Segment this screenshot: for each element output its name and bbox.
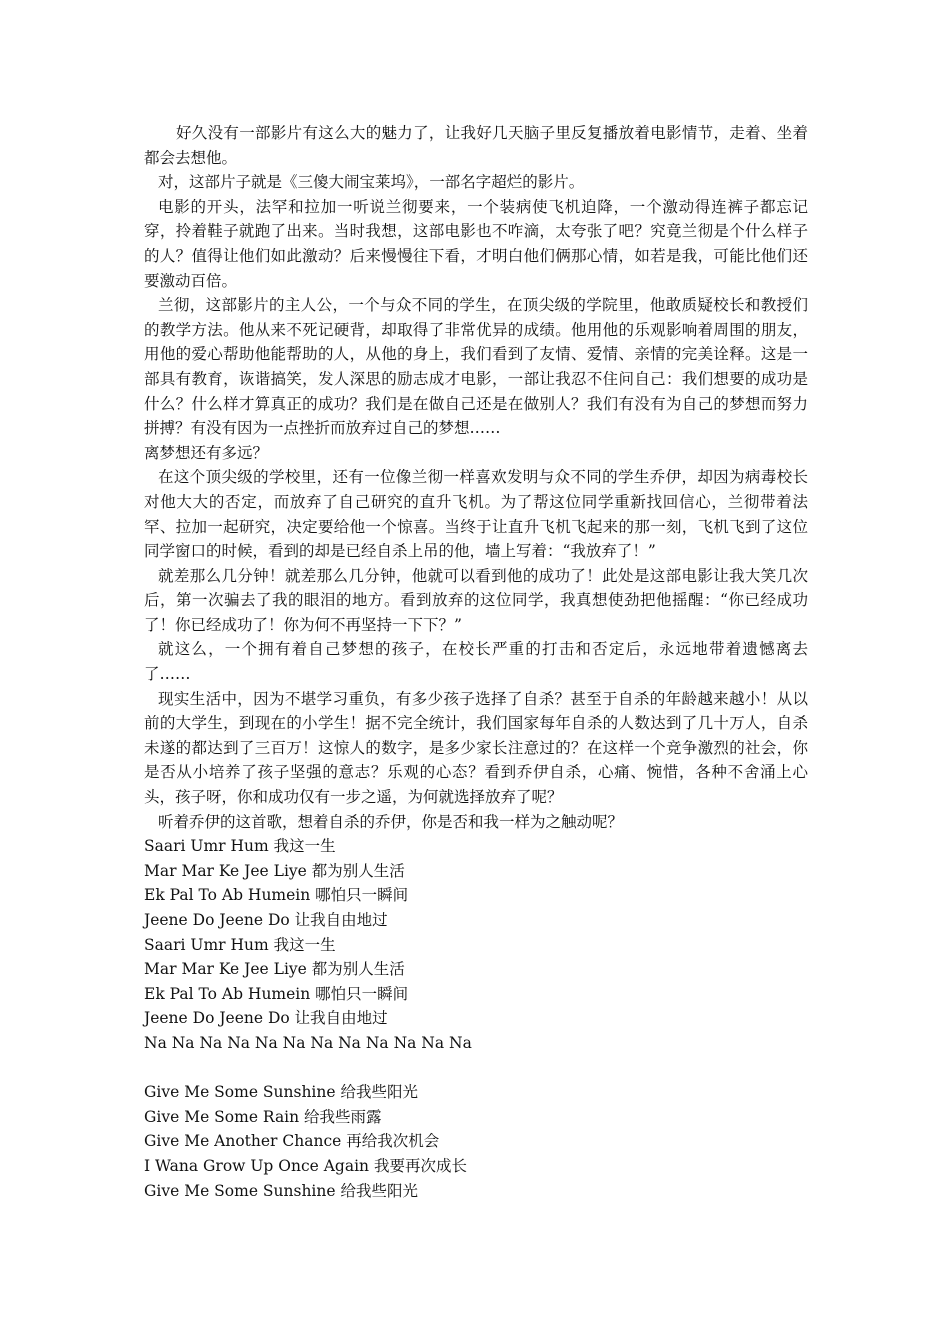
lyric-line: Mar Mar Ke Jee Liye 都为别人生活 [144, 960, 405, 979]
lyric-line: Give Me Some Sunshine 给我些阳光 [144, 1181, 418, 1200]
paragraph-joy: 在这个顶尖级的学校里，还有一位像兰彻一样喜欢发明与众不同的学生乔伊，却因为病毒校长对他大大的否定，而放弃了自己研究的直升飞机。为了帮这位同学重新找回信心，兰彻带着法罕、拉加一起研究，决定要给他一个惊喜。当终于让直升飞机飞起来的那一刻，飞机飞到了这位同学窗口的时候，看到的却是已经自杀上吊的他，墙上写着：“我放弃了！” [144, 468, 808, 561]
lyrics-block-2 [144, 1080, 808, 1203]
lyrics-block-1 [144, 834, 808, 1055]
paragraph-opening: 电影的开头，法罕和拉加一听说兰彻要来，一个装病使飞机迫降，一个激动得连裤子都忘记穿，拎着鞋子就跑了出来。当时我想，这部电影也不咋滴，太夸张了吧？究竟兰彻是个什么样子的人？值得让他们如此激动？后来慢慢往下看，才明白他们俩那心情，如若是我，可能比他们还要激动百倍。 [144, 197, 808, 290]
paragraph-song-intro: 听着乔伊的这首歌，想着自杀的乔伊，你是否和我一样为之触动呢？ [158, 812, 624, 831]
lyric-line: Mar Mar Ke Jee Liye 都为别人生活 [144, 861, 405, 880]
lyric-line: Give Me Another Chance 再给我次机会 [144, 1132, 440, 1151]
paragraph-reality: 现实生活中，因为不堪学习重负，有多少孩子选择了自杀？甚至于自杀的年龄越来越小！从以前的大学生，到现在的小学生！据不完全统计，我们国家每年自杀的人数达到了几十万人，自杀未遂的都达到了三百万！这惊人的数字，是多少家长注意过的？在这样一个竞争激烈的社会，你是否从小培养了孩子坚强的意志？乐观的心态？看到乔伊自杀，心痛、惋惜，各种不舍涌上心头，孩子呀，你和成功仅有一步之遥，为何就选择放弃了呢？ [144, 689, 808, 807]
paragraph-title-intro: 对，这部片子就是《三傻大闹宝莱坞》，一部名字超烂的影片。 [158, 173, 585, 192]
lyric-line: Saari Umr Hum 我这一生 [144, 935, 336, 954]
lyric-line: Jeene Do Jeene Do 让我自由地过 [144, 911, 388, 929]
lyric-line: Jeene Do Jeene Do 让我自由地过 [144, 1009, 388, 1028]
paragraph-intro: 好久没有一部影片有这么大的魅力了，让我好几天脑子里反复播放着电影情节，走着、坐着都会去想他。 [144, 124, 808, 167]
lyric-line: Ek Pal To Ab Humein 哪怕只一瞬间 [144, 886, 409, 905]
lyric-line: Na Na Na Na Na Na Na Na Na Na Na Na [144, 1033, 472, 1052]
paragraph-question: 离梦想还有多远？ [144, 443, 269, 462]
lyric-line: Saari Umr Hum 我这一生 [144, 837, 336, 856]
document-body [144, 121, 808, 1203]
paragraph-regret: 就这么，一个拥有着自己梦想的孩子，在校长严重的打击和否定后，永远地带着遗憾离去了…… [144, 640, 808, 684]
lyric-line: Give Me Some Rain 给我些雨露 [144, 1107, 382, 1126]
lyric-line: Ek Pal To Ab Humein 哪怕只一瞬间 [144, 984, 409, 1003]
paragraph-minutes: 就差那么几分钟！就差那么几分钟，他就可以看到他的成功了！此处是这部电影让我大笑几次后，第一次骗去了我的眼泪的地方。看到放弃的这位同学，我真想使劲把他摇醒：“你已经成功了！你已经成功了！你为何不再坚持一下下？” [144, 566, 808, 634]
lyric-line: I Wana Grow Up Once Again 我要再次成长 [144, 1156, 467, 1175]
blank-line [144, 1056, 808, 1081]
paragraph-protagonist: 兰彻，这部影片的主人公，一个与众不同的学生，在顶尖级的学院里，他敢质疑校长和教授们的教学方法。他从来不死记硬背，却取得了非常优异的成绩。他用他的乐观影响着周围的朋友，用他的爱心帮助他能帮助的人，从他的身上，我们看到了友情、爱情、亲情的完美诠释。这是一部具有教育，诙谐搞笑，发人深思的励志成才电影，一部让我忍不住问自己：我们想要的成功是什么？什么样才算真正的成功？我们是在做自己还是在做别人？我们有没有为自己的梦想而努力拼搏？有没有因为一点挫折而放弃过自己的梦想…… [144, 296, 808, 438]
lyric-line: Give Me Some Sunshine 给我些阳光 [144, 1083, 418, 1102]
